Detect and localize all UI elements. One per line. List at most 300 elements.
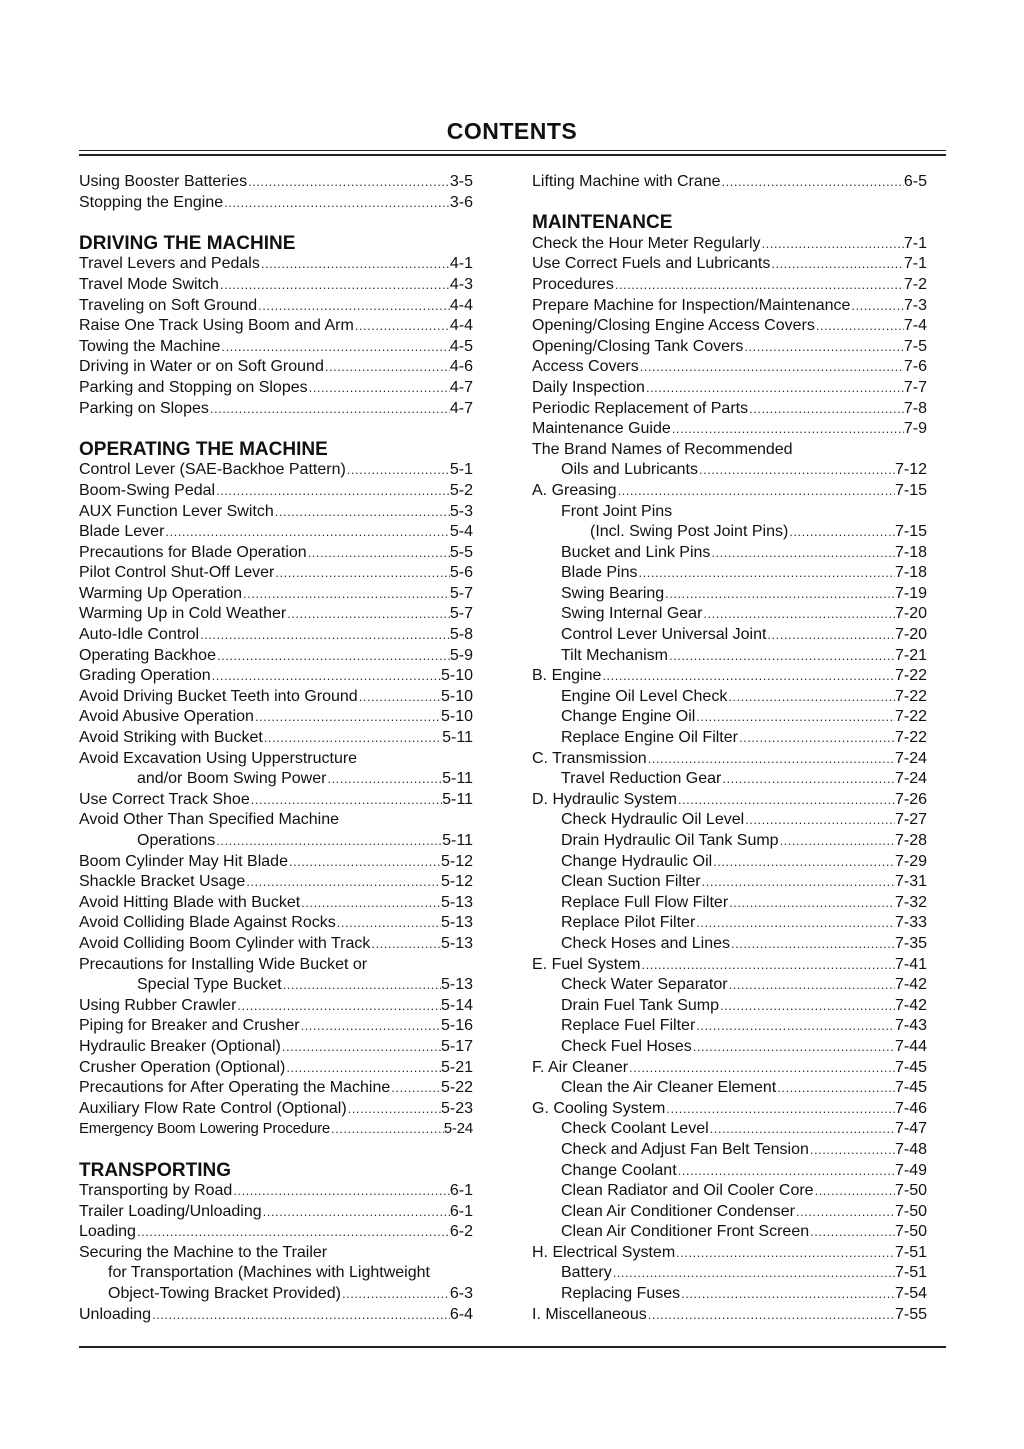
toc-entry[interactable] — [79, 1202, 473, 1223]
toc-entry[interactable] — [532, 955, 927, 976]
toc-page-number: 7-2 — [903, 275, 927, 293]
toc-entry-title: Stopping the Engine — [79, 193, 224, 211]
toc-entry-title: Avoid Hitting Blade with Bucket — [79, 893, 301, 911]
dot-leader — [257, 296, 450, 317]
toc-entry-title: Replace Fuel Filter — [561, 1017, 696, 1035]
toc-entry[interactable] — [79, 1305, 473, 1326]
toc-entry-title: H. Electrical System — [532, 1243, 676, 1261]
toc-entry-title: Engine Oil Level Check — [561, 687, 728, 705]
toc-page-number: 7-27 — [894, 811, 927, 829]
toc-entry[interactable] — [79, 1222, 473, 1243]
toc-page-number: 5-5 — [449, 543, 473, 561]
toc-entry[interactable] — [532, 378, 927, 399]
dot-leader — [245, 872, 441, 893]
dot-leader — [677, 1161, 895, 1182]
dot-leader — [223, 193, 450, 214]
toc-entry[interactable] — [79, 687, 473, 708]
toc-entry[interactable] — [79, 975, 473, 996]
toc-page-number: 5-22 — [440, 1079, 473, 1097]
toc-entry[interactable] — [532, 687, 927, 708]
dot-leader — [645, 378, 904, 399]
toc-entry[interactable] — [532, 831, 927, 852]
toc-page-number: 5-10 — [440, 667, 473, 685]
toc-page-number: 7-55 — [894, 1305, 927, 1323]
toc-entry[interactable] — [79, 625, 473, 646]
dot-leader — [324, 357, 450, 378]
toc-page-number: 7-47 — [894, 1120, 927, 1138]
toc-right-column — [532, 172, 927, 1325]
toc-entry[interactable] — [79, 1119, 473, 1140]
dot-leader — [698, 460, 895, 481]
dot-leader — [136, 1222, 450, 1243]
toc-page-number: 5-16 — [440, 1017, 473, 1035]
toc-page-number: 7-54 — [894, 1285, 927, 1303]
dot-leader — [748, 399, 904, 420]
toc-entry[interactable] — [532, 275, 927, 296]
toc-page-number: 5-2 — [449, 481, 473, 499]
toc-entry[interactable] — [532, 460, 927, 481]
toc-entry-title: Parking on Slopes — [79, 399, 209, 417]
toc-entry-title: Periodic Replacement of Parts — [532, 399, 749, 417]
page-title: CONTENTS — [446, 118, 578, 144]
dot-leader — [692, 1037, 895, 1058]
dot-leader — [215, 481, 450, 502]
toc-page-number: 7-15 — [894, 523, 927, 541]
toc-entry-title: Shackle Bracket Usage — [79, 873, 246, 891]
toc-page-number: 7-35 — [894, 934, 927, 952]
toc-entry[interactable] — [79, 707, 473, 728]
dot-leader — [232, 1181, 450, 1202]
dot-leader — [211, 666, 441, 687]
toc-entry-title: A. Greasing — [532, 481, 617, 499]
toc-entry[interactable] — [532, 254, 927, 275]
toc-entry[interactable] — [532, 893, 927, 914]
toc-page-number: 7-42 — [894, 996, 927, 1014]
dot-leader — [738, 728, 895, 749]
toc-entry-title: E. Fuel System — [532, 955, 641, 973]
toc-entry-title: Avoid Excavation Using Upperstructure — [79, 749, 358, 767]
toc-entry-title: Control Lever Universal Joint — [561, 626, 767, 644]
toc-entry-continued — [79, 749, 473, 770]
toc-entry[interactable] — [532, 481, 927, 502]
toc-entry-continued — [79, 1263, 473, 1284]
toc-page-number: 4-6 — [449, 358, 473, 376]
dot-leader — [701, 872, 895, 893]
toc-entry-title: (Incl. Swing Post Joint Pins) — [590, 523, 789, 541]
toc-entry[interactable] — [532, 604, 927, 625]
dot-leader — [346, 460, 450, 481]
toc-entry[interactable] — [79, 481, 473, 502]
toc-entry-title: Using Booster Batteries — [79, 173, 248, 190]
toc-entry[interactable] — [532, 172, 927, 193]
toc-page-number: 7-51 — [894, 1243, 927, 1261]
toc-entry-title: Traveling on Soft Ground — [79, 296, 258, 314]
toc-entry-title: Operations — [137, 832, 216, 849]
toc-entry[interactable] — [532, 1222, 927, 1243]
toc-page-number: 4-4 — [449, 296, 473, 314]
toc-page-number: 7-31 — [894, 873, 927, 891]
toc-entry[interactable] — [79, 337, 473, 358]
toc-page-number: 5-4 — [449, 523, 473, 541]
dot-leader — [712, 852, 895, 873]
toc-entry-title: Use Correct Fuels and Lubricants — [532, 255, 771, 273]
toc-entry[interactable] — [79, 913, 473, 934]
toc-entry[interactable] — [532, 1263, 927, 1284]
toc-page-number: 6-3 — [449, 1285, 473, 1303]
toc-page-number: 7-32 — [894, 893, 927, 911]
top-rule-thin — [79, 150, 946, 151]
toc-entry[interactable] — [79, 399, 473, 420]
toc-entry[interactable] — [79, 460, 473, 481]
toc-entry-title: Auxiliary Flow Rate Control (Optional) — [79, 1099, 347, 1117]
toc-entry[interactable] — [79, 378, 473, 399]
toc-entry[interactable] — [532, 522, 927, 543]
toc-entry-title: Avoid Other Than Specified Machine — [79, 811, 340, 829]
toc-entry-title: Bucket and Link Pins — [561, 543, 711, 561]
toc-left-column — [79, 172, 473, 1325]
toc-entry[interactable] — [79, 790, 473, 811]
toc-entry-title: Avoid Colliding Blade Against Rocks — [79, 914, 336, 932]
toc-entry[interactable] — [532, 1078, 927, 1099]
toc-entry[interactable] — [532, 996, 927, 1017]
dot-leader — [788, 522, 895, 543]
toc-entry-title: for Transportation (Machines with Lightweight — [108, 1264, 430, 1282]
toc-entry-title: Clean Suction Filter — [561, 873, 701, 891]
toc-entry-title: Check Coolant Level — [561, 1120, 709, 1138]
toc-entry[interactable] — [532, 913, 927, 934]
toc-entry-title: F. Air Cleaner — [532, 1058, 629, 1076]
toc-page-number: 7-50 — [894, 1223, 927, 1241]
toc-page-number: 5-13 — [440, 893, 473, 911]
toc-entry[interactable] — [79, 831, 473, 852]
toc-entry-continued — [79, 955, 473, 976]
dot-leader — [664, 584, 895, 605]
dot-leader — [254, 707, 441, 728]
toc-entry[interactable] — [79, 646, 473, 667]
section-heading: DRIVING THE MACHINE — [79, 232, 296, 254]
toc-entry-title: Prepare Machine for Inspection/Maintenance — [532, 296, 851, 314]
toc-entry[interactable] — [79, 543, 473, 564]
toc-entry[interactable] — [79, 1058, 473, 1079]
toc-entry[interactable] — [79, 584, 473, 605]
toc-page-number: 5-11 — [442, 790, 473, 808]
dot-leader — [743, 337, 904, 358]
toc-entry[interactable] — [79, 728, 473, 749]
toc-entry[interactable] — [79, 502, 473, 523]
toc-entry[interactable] — [532, 1140, 927, 1161]
toc-entry[interactable] — [532, 1181, 927, 1202]
toc-page-number: 5-8 — [449, 626, 473, 644]
toc-page-number: 4-3 — [449, 275, 473, 293]
toc-entry[interactable] — [532, 563, 927, 584]
dot-leader — [647, 749, 895, 770]
dot-leader — [647, 1305, 895, 1326]
dot-leader — [639, 357, 904, 378]
dot-leader — [215, 831, 442, 852]
toc-entry[interactable] — [532, 1016, 927, 1037]
toc-entry[interactable] — [79, 522, 473, 543]
dot-leader — [308, 378, 450, 399]
toc-entry[interactable] — [532, 749, 927, 770]
toc-page-number: 6-4 — [449, 1305, 473, 1323]
bottom-rule — [79, 1346, 946, 1348]
dot-leader — [628, 1058, 895, 1079]
toc-page-number: 5-23 — [440, 1099, 473, 1117]
toc-entry-title: Avoid Driving Bucket Teeth into Ground — [79, 687, 358, 705]
toc-entry[interactable] — [532, 337, 927, 358]
dot-leader — [721, 769, 895, 790]
dot-leader — [638, 563, 895, 584]
dot-leader — [709, 1119, 895, 1140]
toc-entry[interactable] — [532, 810, 927, 831]
toc-entry-title: Maintenance Guide — [532, 420, 671, 438]
dot-leader — [307, 543, 450, 564]
toc-page-number: 5-21 — [440, 1058, 473, 1076]
toc-page-number: 7-15 — [894, 481, 927, 499]
toc-entry-title: G. Cooling System — [532, 1099, 666, 1117]
toc-entry[interactable] — [532, 1305, 927, 1326]
toc-page-number: 7-46 — [894, 1099, 927, 1117]
toc-entry[interactable] — [79, 769, 473, 790]
toc-entry-title: Precautions for Blade Operation — [79, 543, 307, 561]
toc-entry-title: Oils and Lubricants — [561, 461, 698, 479]
toc-entry-title: Warming Up in Cold Weather — [79, 605, 287, 623]
toc-page-number: 7-18 — [894, 543, 927, 561]
dot-leader — [809, 1222, 895, 1243]
toc-entry-title: Clean Air Conditioner Condenser — [561, 1202, 795, 1220]
toc-entry[interactable] — [532, 625, 927, 646]
dot-leader — [850, 296, 903, 317]
toc-entry[interactable] — [532, 707, 927, 728]
toc-entry[interactable] — [532, 399, 927, 420]
toc-entry[interactable] — [79, 872, 473, 893]
toc-entry[interactable] — [532, 666, 927, 687]
toc-entry[interactable] — [79, 563, 473, 584]
toc-entry-title: Procedures — [532, 275, 614, 293]
toc-entry-title: C. Transmission — [532, 749, 647, 767]
toc-entry[interactable] — [532, 934, 927, 955]
toc-entry[interactable] — [79, 604, 473, 625]
toc-page-number: 7-24 — [894, 770, 927, 788]
toc-page-number: 7-1 — [903, 255, 927, 273]
toc-entry[interactable] — [532, 419, 927, 440]
toc-entry-title: Securing the Machine to the Trailer — [79, 1243, 328, 1261]
toc-page-number: 4-4 — [449, 317, 473, 335]
toc-page-number: 7-45 — [894, 1079, 927, 1097]
dot-leader — [288, 852, 441, 873]
dot-leader — [281, 1037, 441, 1058]
toc-entry[interactable] — [532, 234, 927, 255]
toc-page-number: 5-7 — [449, 605, 473, 623]
toc-entry-title: Lifting Machine with Crane — [532, 173, 721, 190]
toc-page-number: 5-3 — [449, 502, 473, 520]
dot-leader — [719, 996, 895, 1017]
toc-entry-title: and/or Boom Swing Power — [137, 770, 327, 788]
toc-entry-title: Transporting by Road — [79, 1182, 233, 1200]
dot-leader — [199, 625, 450, 646]
toc-page-number: 7-20 — [894, 626, 927, 644]
toc-entry[interactable] — [532, 296, 927, 317]
toc-entry-title: Check Hydraulic Oil Level — [561, 811, 745, 829]
toc-page-number: 7-6 — [903, 358, 927, 376]
toc-entry[interactable] — [532, 1058, 927, 1079]
toc-entry[interactable] — [532, 790, 927, 811]
toc-entry[interactable] — [532, 872, 927, 893]
dot-leader — [370, 934, 441, 955]
toc-entry-title: Clean Air Conditioner Front Screen — [561, 1223, 810, 1241]
toc-entry-title: Special Type Bucket — [137, 976, 282, 994]
dot-leader — [242, 584, 450, 605]
toc-page-number: 7-1 — [903, 234, 927, 252]
dot-leader — [766, 625, 895, 646]
toc-page-number: 5-10 — [440, 708, 473, 726]
dot-leader — [300, 893, 441, 914]
toc-entry[interactable] — [532, 1099, 927, 1120]
toc-entry[interactable] — [79, 316, 473, 337]
toc-entry-title: Boom-Swing Pedal — [79, 481, 216, 499]
toc-entry-title: Drain Hydraulic Oil Tank Sump — [561, 832, 779, 849]
toc-entry-title: Trailer Loading/Unloading — [79, 1202, 262, 1220]
toc-entry[interactable] — [79, 1037, 473, 1058]
toc-page-number: 5-11 — [442, 770, 473, 788]
dot-leader — [390, 1078, 441, 1099]
toc-entry-title: Swing Internal Gear — [561, 605, 703, 623]
toc-entry-title: Check the Hour Meter Regularly — [532, 234, 761, 252]
toc-page-number: 6-1 — [449, 1182, 473, 1200]
toc-entry-title: Clean Radiator and Oil Cooler Core — [561, 1182, 814, 1200]
toc-entry[interactable] — [79, 996, 473, 1017]
toc-entry[interactable] — [79, 934, 473, 955]
toc-entry-continued — [79, 810, 473, 831]
toc-entry[interactable] — [532, 1243, 927, 1264]
dot-leader — [795, 1202, 895, 1223]
toc-page-number: 6-1 — [449, 1202, 473, 1220]
toc-entry-title: Grading Operation — [79, 667, 211, 685]
toc-entry-title: Battery — [561, 1264, 612, 1282]
toc-entry-title: Check Water Separator — [561, 976, 728, 994]
toc-page-number: 7-22 — [894, 708, 927, 726]
dot-leader — [347, 1099, 441, 1120]
dot-leader — [219, 275, 450, 296]
toc-entry[interactable] — [79, 275, 473, 296]
dot-leader — [640, 955, 894, 976]
dot-leader — [730, 934, 895, 955]
toc-entry[interactable] — [79, 893, 473, 914]
dot-leader — [285, 1058, 441, 1079]
toc-entry-title: Blade Lever — [79, 523, 165, 541]
toc-entry-title: Using Rubber Crawler — [79, 996, 237, 1014]
toc-entry[interactable] — [532, 1037, 927, 1058]
toc-entry[interactable] — [532, 646, 927, 667]
toc-entry-title: Front Joint Pins — [561, 502, 673, 520]
toc-entry-title: Check and Adjust Fan Belt Tension — [561, 1140, 809, 1158]
dot-leader — [814, 1181, 895, 1202]
toc-entry[interactable] — [532, 543, 927, 564]
toc-entry-title: Drain Fuel Tank Sump — [561, 996, 719, 1014]
toc-entry-title: Daily Inspection — [532, 378, 645, 396]
toc-entry[interactable] — [532, 1202, 927, 1223]
dot-leader — [247, 172, 450, 193]
toc-entry-title: Object-Towing Bracket Provided) — [108, 1285, 341, 1303]
toc-entry[interactable] — [532, 1161, 927, 1182]
toc-entry-title: B. Engine — [532, 667, 602, 685]
toc-page-number: 7-33 — [894, 914, 927, 932]
toc-page-number: 7-8 — [903, 399, 927, 417]
toc-entry[interactable] — [532, 1119, 927, 1140]
toc-entry-title: Auto-Idle Control — [79, 626, 200, 644]
toc-page-number: 5-13 — [440, 934, 473, 952]
toc-entry-title: Change Coolant — [561, 1161, 677, 1179]
dot-leader — [220, 337, 449, 358]
toc-entry[interactable] — [79, 1016, 473, 1037]
toc-entry-continued — [79, 1243, 473, 1264]
toc-entry-title: Parking and Stopping on Slopes — [79, 378, 308, 396]
dot-leader — [612, 1263, 895, 1284]
toc-page-number: 7-41 — [894, 955, 927, 973]
dot-leader — [616, 481, 894, 502]
dot-leader — [260, 254, 450, 275]
toc-entry[interactable] — [79, 1181, 473, 1202]
toc-page-number: 7-43 — [894, 1017, 927, 1035]
toc-entry[interactable] — [532, 975, 927, 996]
toc-entry[interactable] — [532, 769, 927, 790]
toc-entry[interactable] — [79, 296, 473, 317]
toc-entry-title: Travel Mode Switch — [79, 275, 219, 293]
toc-page-number: 7-18 — [894, 564, 927, 582]
toc-entry[interactable] — [79, 193, 473, 214]
toc-entry[interactable] — [532, 852, 927, 873]
toc-entry[interactable] — [532, 1284, 927, 1305]
toc-page-number: 7-51 — [894, 1264, 927, 1282]
toc-entry-title: Avoid Colliding Boom Cylinder with Track — [79, 934, 371, 952]
dot-leader — [721, 172, 904, 193]
toc-page-number: 7-21 — [894, 646, 927, 664]
toc-entry[interactable] — [532, 357, 927, 378]
toc-entry[interactable] — [79, 852, 473, 873]
dot-leader — [601, 666, 895, 687]
toc-entry[interactable] — [79, 1284, 473, 1305]
toc-page-number: 7-22 — [894, 667, 927, 685]
dot-leader — [776, 1078, 895, 1099]
toc-entry[interactable] — [79, 1099, 473, 1120]
toc-page-number: 5-12 — [440, 873, 473, 891]
toc-entry-continued — [532, 502, 927, 523]
toc-page-number: 7-12 — [894, 461, 927, 479]
toc-page-number: 4-1 — [449, 255, 473, 273]
toc-entry-title: Replace Pilot Filter — [561, 914, 696, 932]
toc-entry[interactable] — [79, 357, 473, 378]
toc-entry[interactable] — [79, 1078, 473, 1099]
toc-page-number: 5-6 — [449, 564, 473, 582]
toc-page-number: 7-28 — [894, 832, 927, 849]
toc-page-number: 7-9 — [903, 420, 927, 438]
toc-entry-title: Opening/Closing Tank Covers — [532, 337, 744, 355]
toc-entry[interactable] — [79, 254, 473, 275]
toc-entry-title: Change Engine Oil — [561, 708, 696, 726]
toc-entry[interactable] — [79, 666, 473, 687]
dot-leader — [274, 502, 450, 523]
toc-entry[interactable] — [532, 728, 927, 749]
toc-entry-title: Clean the Air Cleaner Element — [561, 1079, 777, 1097]
toc-entry[interactable] — [532, 584, 927, 605]
toc-entry-title: Replace Full Flow Filter — [561, 893, 729, 911]
dot-leader — [728, 975, 895, 996]
toc-entry-title: Pilot Control Shut-Off Lever — [79, 564, 275, 582]
toc-entry[interactable] — [79, 172, 473, 193]
toc-entry-title: Crusher Operation (Optional) — [79, 1058, 286, 1076]
toc-entry[interactable] — [532, 316, 927, 337]
toc-page-number: 7-3 — [903, 296, 927, 314]
